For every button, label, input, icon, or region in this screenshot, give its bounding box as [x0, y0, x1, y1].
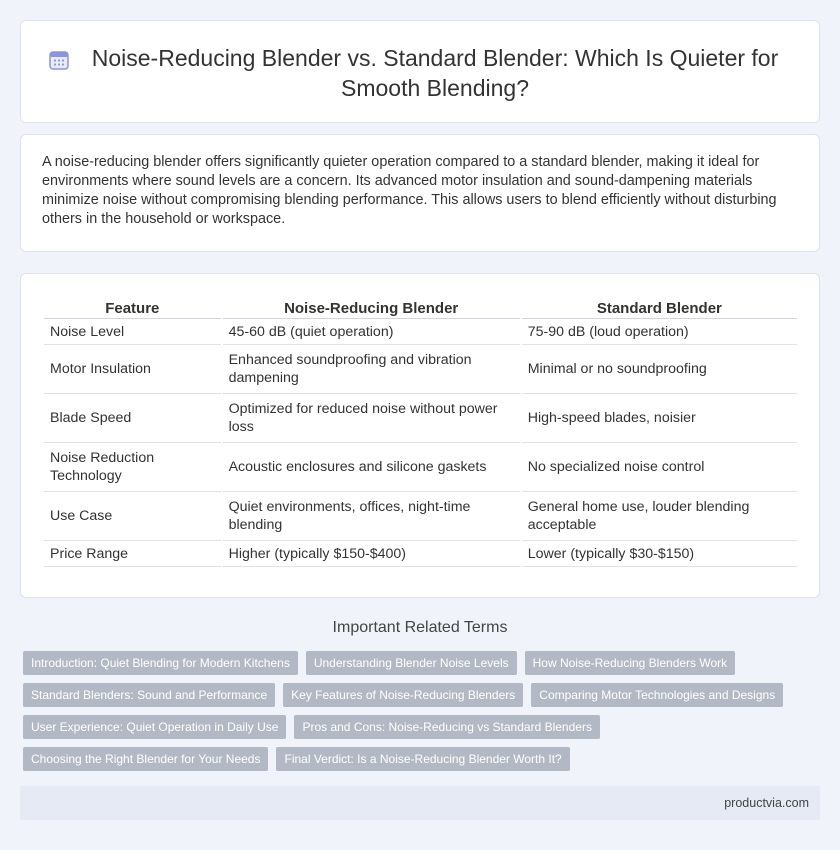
related-term-tag[interactable]: How Noise-Reducing Blenders Work — [525, 651, 736, 675]
table-cell: Use Case — [44, 492, 221, 541]
table-cell: Noise Level — [44, 319, 221, 345]
table-row — [44, 492, 797, 541]
tag-row — [23, 683, 813, 707]
table-cell: General home use, louder blending acceptable — [522, 492, 797, 541]
table-cell: Acoustic enclosures and silicone gaskets — [223, 443, 520, 492]
tag-row — [23, 747, 813, 771]
table-cell: Higher (typically $150-$400) — [223, 541, 520, 567]
related-term-tag[interactable]: Standard Blenders: Sound and Performance — [23, 683, 275, 707]
related-term-tag[interactable]: Choosing the Right Blender for Your Needs — [23, 747, 268, 771]
footer — [20, 786, 820, 820]
table-cell: Quiet environments, offices, night-time blending — [223, 492, 520, 541]
related-term-tag[interactable]: Comparing Motor Technologies and Designs — [531, 683, 783, 707]
table-cell: No specialized noise control — [522, 443, 797, 492]
column-header-standard: Standard Blender — [522, 296, 797, 319]
table-cell: Enhanced soundproofing and vibration dampening — [223, 345, 520, 394]
table-cell: Price Range — [44, 541, 221, 567]
related-terms-title: Important Related Terms — [332, 619, 508, 636]
related-term-tag[interactable]: Final Verdict: Is a Noise-Reducing Blender Worth It? — [276, 747, 569, 771]
table-row — [44, 345, 797, 394]
summary-card — [20, 134, 820, 252]
table-row — [44, 541, 797, 567]
page-title: Noise-Reducing Blender vs. Standard Blender: Which Is Quieter for Smooth Blending? — [91, 45, 779, 101]
table-row — [44, 394, 797, 443]
related-term-tag[interactable]: Key Features of Noise-Reducing Blenders — [283, 683, 523, 707]
table-cell: 75-90 dB (loud operation) — [522, 319, 797, 345]
table-cell: Lower (typically $30-$150) — [522, 541, 797, 567]
table-cell: Noise Reduction Technology — [44, 443, 221, 492]
tag-row — [23, 715, 813, 739]
column-header-noise-reducing: Noise-Reducing Blender — [223, 296, 520, 319]
table-cell: Optimized for reduced noise without power loss — [223, 394, 520, 443]
table-cell: Minimal or no soundproofing — [522, 345, 797, 394]
table-row — [44, 319, 797, 345]
related-terms-list — [23, 651, 813, 779]
comparison-table — [42, 296, 799, 567]
related-term-tag[interactable]: Introduction: Quiet Blending for Modern Kitchens — [23, 651, 298, 675]
table-cell: Motor Insulation — [44, 345, 221, 394]
table-cell: Blade Speed — [44, 394, 221, 443]
table-row — [44, 443, 797, 492]
column-header-feature: Feature — [44, 296, 221, 319]
footer-site-link[interactable]: productvia.com — [724, 796, 809, 810]
table-header-row — [44, 296, 797, 319]
table-cell: 45-60 dB (quiet operation) — [223, 319, 520, 345]
related-term-tag[interactable]: Understanding Blender Noise Levels — [306, 651, 517, 675]
title-card — [20, 20, 820, 123]
summary-text: A noise-reducing blender offers significantly quieter operation compared to a standard blender, making it ideal for environments where sound levels are a concern. Its advanced motor insulation and sound-dampening materials minimize noise without compromising blending performance. This allows users to blend efficiently without disturbing others in the household or workspace. — [42, 154, 777, 227]
table-cell: High-speed blades, noisier — [522, 394, 797, 443]
related-term-tag[interactable]: Pros and Cons: Noise-Reducing vs Standard Blenders — [294, 715, 600, 739]
related-term-tag[interactable]: User Experience: Quiet Operation in Daily Use — [23, 715, 286, 739]
tag-row — [23, 651, 813, 675]
comparison-table-card — [20, 273, 820, 598]
